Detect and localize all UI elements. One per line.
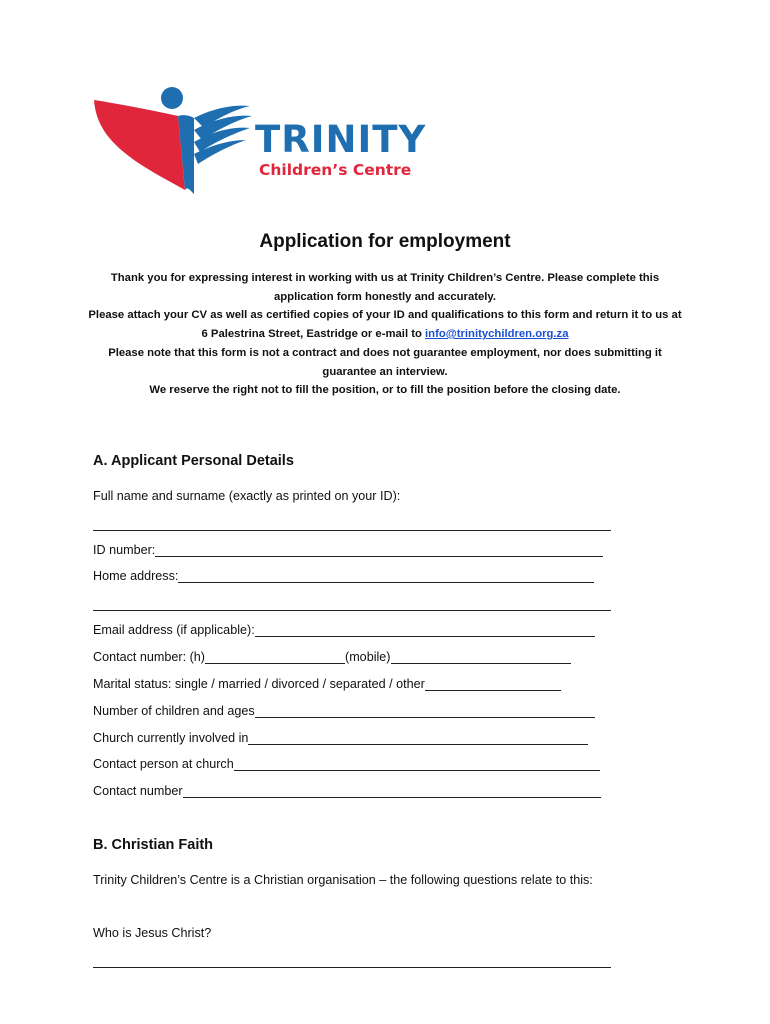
logo-subtitle: Children’s Centre [259,161,412,179]
intro-paragraph-4: We reserve the right not to fill the position, or to fill the position before the closing date. [149,384,621,397]
church-contact-row [93,757,600,771]
contact-number-2-row [93,784,601,798]
intro-text [88,269,682,400]
question-who-is-jesus: Who is Jesus Christ? [93,926,212,940]
home-address-label: Home address: [93,569,179,583]
marital-status-other-field[interactable] [425,677,561,691]
email-field[interactable] [255,623,595,637]
contact-number-row [93,650,571,664]
question-who-is-jesus-field[interactable] [93,967,611,968]
children-label: Number of children and ages [93,704,255,718]
church-row [93,731,588,745]
contact-mobile-label: (mobile) [345,650,391,664]
intro-paragraph-1: Thank you for expressing interest in working with us at Trinity Children’s Centre. Please complete this application form honestly and accurately. [110,272,660,303]
church-contact-field[interactable] [234,757,600,771]
intro-paragraph-2-text: Please attach your CV as well as certified copies of your ID and qualifications to this form and return it to us at 6 Palestrina Street, Eastridge or e-mail to [88,309,682,341]
home-address-row [93,569,594,583]
home-address-field[interactable] [178,569,594,583]
church-contact-label: Contact person at church [93,757,234,771]
email-link[interactable]: info@trinitychildren.org.za [425,328,569,341]
logo-title: TRINITY [255,118,427,161]
id-number-field[interactable] [155,543,603,557]
church-field[interactable] [248,731,588,745]
contact-number-2-field[interactable] [183,784,601,798]
id-number-row [93,543,603,557]
id-number-label: ID number: [93,543,156,557]
contact-home-label: Contact number: (h) [93,650,205,664]
intro-paragraph-2 [88,306,682,343]
section-b-intro: Trinity Children’s Centre is a Christian organisation – the following questions relate to this: [93,873,593,887]
marital-status-label: Marital status: single / married / divorced / separated / other [93,677,425,691]
full-name-label: Full name and surname (exactly as printed on your ID): [93,489,401,503]
marital-status-row [93,677,561,691]
page-title: Application for employment [259,231,511,252]
section-b-heading: B. Christian Faith [93,837,214,853]
contact-mobile-field[interactable] [391,650,571,664]
children-field[interactable] [255,704,595,718]
contact-number-2-label: Contact number [93,784,183,798]
intro-paragraph-3: Please note that this form is not a contract and does not guarantee employment, nor does submitting it guarantee an interview. [108,346,662,378]
full-name-field[interactable] [93,530,611,531]
home-address-field-line-2[interactable] [93,610,611,611]
church-label: Church currently involved in [93,731,249,745]
email-label: Email address (if applicable): [93,623,255,637]
contact-home-field[interactable] [205,650,345,664]
section-a-heading: A. Applicant Personal Details [93,453,294,469]
email-row [93,623,595,637]
children-row [93,704,595,718]
